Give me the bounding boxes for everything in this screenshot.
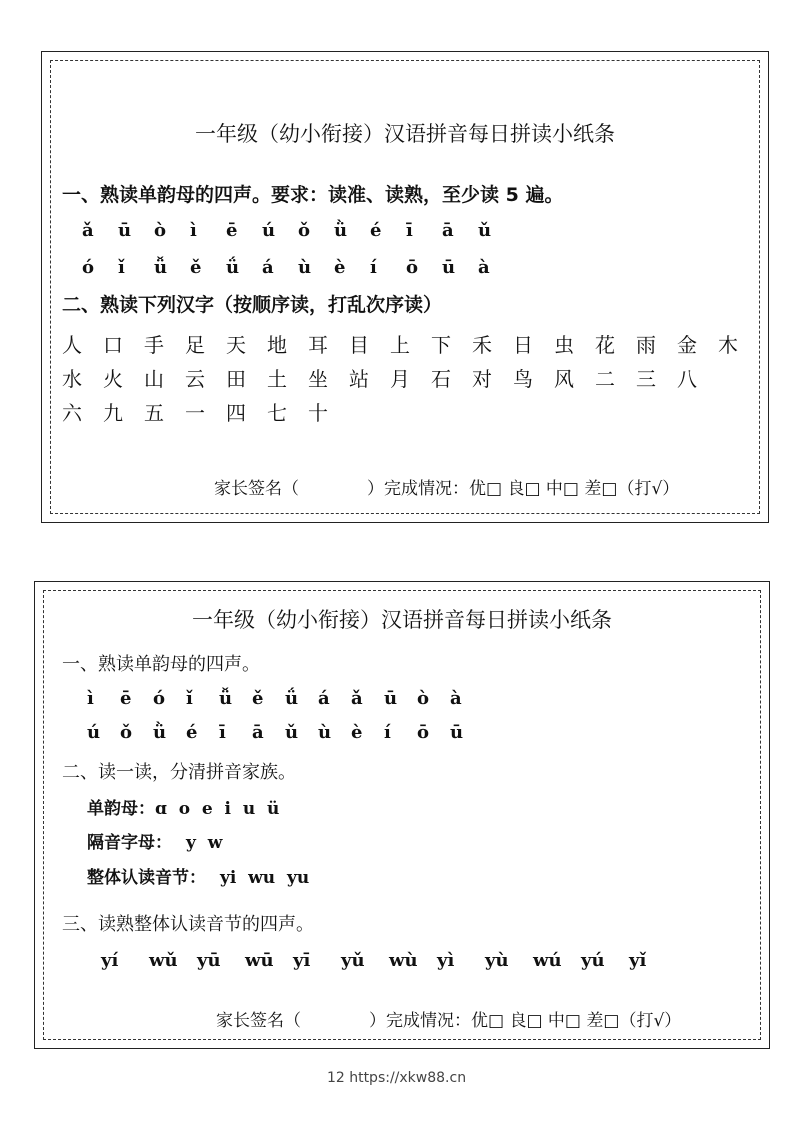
pinyin-vowel: ǘ [226,257,240,278]
pinyin-vowel: ǔ [285,722,299,743]
hanzi-row-3 [62,397,349,426]
pinyin-vowel: ó [82,257,95,278]
hanzi-char: 八 [677,367,697,391]
pinyin-vowel: ī [406,220,413,241]
section-heading-3: 三、读熟整体认读音节的四声。 [62,914,314,935]
pinyin-syllable: wù [389,950,418,971]
hanzi-char: 人 [62,333,82,357]
pinyin-syllable: yǐ [629,950,647,971]
pinyin-vowel: ǚ [219,688,233,709]
hanzi-char: 九 [103,401,123,425]
page-footer: 12 https://xkw88.cn [326,1070,467,1086]
hanzi-char: 四 [226,401,246,425]
pinyin-row-1 [87,688,483,709]
hanzi-char: 一 [185,401,205,425]
hanzi-char: 月 [390,367,410,391]
pinyin-vowel: ò [417,688,430,709]
pinyin-vowel: ě [252,688,264,709]
hanzi-char: 十 [308,401,328,425]
parent-signature-line: 家长签名（ ）完成情况：优□ 良□ 中□ 差□（打√） [216,1011,682,1031]
pinyin-row-2 [82,257,514,278]
reading-card-2 [34,581,770,1049]
hanzi-char: 山 [144,367,164,391]
hanzi-char: 雨 [636,333,656,357]
pinyin-vowel: ǚ [154,257,168,278]
family-value: yi wu yu [220,868,310,888]
pinyin-vowel: é [186,722,198,743]
pinyin-vowel: ǜ [334,220,348,241]
pinyin-vowel: ē [226,220,238,241]
syllable-row [101,950,677,971]
hanzi-char: 站 [349,367,369,391]
pinyin-syllable: yǔ [341,950,365,971]
family-label: 单韵母： [87,799,155,819]
hanzi-char: 下 [431,333,451,357]
pinyin-syllable: yí [101,950,119,971]
pinyin-vowel: ū [118,220,132,241]
hanzi-char: 上 [390,333,410,357]
hanzi-char: 风 [554,367,574,391]
hanzi-char: 三 [636,367,656,391]
hanzi-char: 火 [103,367,123,391]
hanzi-char: 手 [144,333,164,357]
hanzi-char: 禾 [472,333,492,357]
pinyin-vowel: ū [384,688,398,709]
family-single-finals [87,794,279,819]
pinyin-vowel: ì [190,220,197,241]
hanzi-char: 口 [103,333,123,357]
pinyin-vowel: ì [87,688,94,709]
pinyin-vowel: ǜ [153,722,167,743]
pinyin-vowel: ū [442,257,456,278]
pinyin-vowel: à [450,688,462,709]
section-heading-1: 一、熟读单韵母的四声。要求：读准、读熟，至少读 5 遍。 [62,184,564,206]
pinyin-vowel: è [351,722,363,743]
hanzi-char: 五 [144,401,164,425]
reading-card-1 [41,51,769,523]
hanzi-row-1 [62,329,759,358]
pinyin-vowel: í [384,722,391,743]
card-title: 一年级（幼小衔接）汉语拼音每日拼读小纸条 [195,122,615,146]
family-label: 隔音字母： [87,833,172,853]
pinyin-vowel: ǒ [298,220,311,241]
pinyin-vowel: ǘ [285,688,299,709]
pinyin-vowel: ē [120,688,132,709]
hanzi-char: 虫 [554,333,574,357]
hanzi-char: 二 [595,367,615,391]
pinyin-vowel: ǐ [118,257,125,278]
hanzi-char: 田 [226,367,246,391]
pinyin-vowel: ú [87,722,101,743]
hanzi-char: 耳 [308,333,328,357]
hanzi-char: 坐 [308,367,328,391]
pinyin-vowel: ó [153,688,166,709]
section-heading-2: 二、熟读下列汉字（按顺序读，打乱次序读） [62,294,443,316]
hanzi-char: 足 [185,333,205,357]
hanzi-char: 日 [513,333,533,357]
section-heading-2: 二、读一读，分清拼音家族。 [62,762,296,783]
pinyin-syllable: wū [245,950,274,971]
pinyin-syllable: yū [197,950,221,971]
family-label: 整体认读音节： [87,868,206,888]
pinyin-vowel: ú [262,220,276,241]
family-value: y w [186,833,223,853]
section-heading-1: 一、熟读单韵母的四声。 [62,654,260,675]
pinyin-syllable: yì [437,950,455,971]
hanzi-char: 鸟 [513,367,533,391]
hanzi-char: 六 [62,401,82,425]
pinyin-vowel: è [334,257,346,278]
pinyin-vowel: é [370,220,382,241]
pinyin-vowel: á [318,688,330,709]
hanzi-char: 地 [267,333,287,357]
pinyin-syllable: yú [581,950,605,971]
pinyin-vowel: ǎ [82,220,94,241]
hanzi-char: 目 [349,333,369,357]
pinyin-vowel: ě [190,257,202,278]
pinyin-vowel: ǔ [478,220,492,241]
hanzi-row-2 [62,363,718,392]
hanzi-char: 石 [431,367,451,391]
pinyin-vowel: ò [154,220,167,241]
pinyin-vowel: í [370,257,377,278]
family-whole-syllables [87,863,309,888]
hanzi-char: 云 [185,367,205,391]
pinyin-vowel: ō [417,722,430,743]
pinyin-vowel: ō [406,257,419,278]
pinyin-vowel: ā [252,722,264,743]
hanzi-char: 七 [267,401,287,425]
pinyin-syllable: wú [533,950,562,971]
pinyin-vowel: ī [219,722,226,743]
hanzi-char: 花 [595,333,615,357]
pinyin-row-2 [87,722,483,743]
pinyin-vowel: ǒ [120,722,133,743]
pinyin-syllable: yī [293,950,311,971]
family-value: ɑ o e i u ü [155,799,280,819]
pinyin-vowel: á [262,257,274,278]
hanzi-char: 水 [62,367,82,391]
pinyin-vowel: ā [442,220,454,241]
pinyin-vowel: ū [450,722,464,743]
pinyin-vowel: ǐ [186,688,193,709]
pinyin-syllable: yù [485,950,509,971]
pinyin-vowel: ù [298,257,312,278]
pinyin-vowel: ù [318,722,332,743]
parent-signature-line: 家长签名（ ）完成情况：优□ 良□ 中□ 差□（打√） [214,479,680,499]
pinyin-row-1 [82,220,514,241]
pinyin-vowel: à [478,257,490,278]
hanzi-char: 土 [267,367,287,391]
family-separating-letters [87,828,222,853]
hanzi-char: 对 [472,367,492,391]
hanzi-char: 天 [226,333,246,357]
pinyin-vowel: ǎ [351,688,363,709]
hanzi-char: 金 [677,333,697,357]
pinyin-syllable: wǔ [149,950,178,971]
hanzi-char: 木 [718,333,738,357]
card-title: 一年级（幼小衔接）汉语拼音每日拼读小纸条 [192,608,612,632]
